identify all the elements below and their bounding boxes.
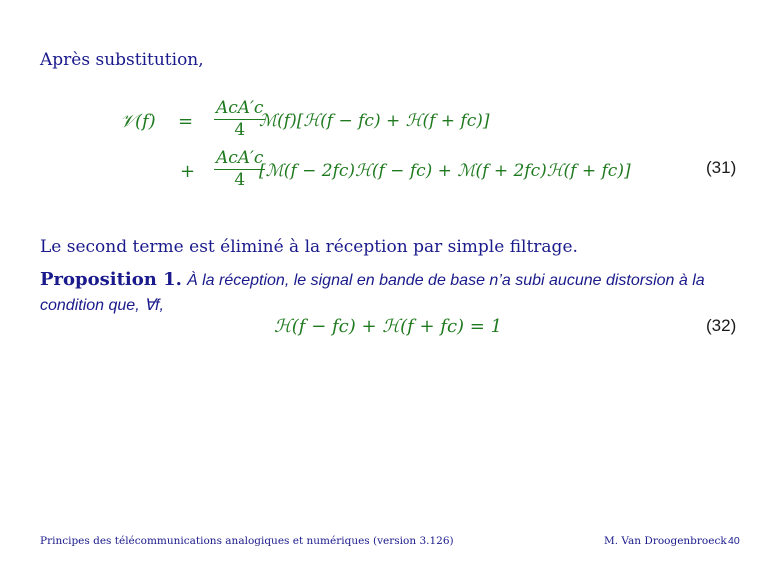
fraction-2 (214, 147, 265, 190)
proposition (40, 268, 740, 318)
equation-number-32: (32) (706, 316, 737, 335)
equation-32: ℋ(f − fc) + ℋ(f + fc) = 1 (274, 316, 503, 337)
footer-author: M. Van Droogenbroeck (604, 535, 727, 547)
proposition-heading: Proposition 1. (40, 269, 182, 290)
fraction-numerator: AcA′c (216, 98, 264, 118)
plus-sign: + (180, 161, 196, 182)
fraction-denominator: 4 (234, 170, 246, 190)
equation-number-31: (31) (706, 158, 737, 177)
proposition-text: À la réception, le signal en bande de base n’a subi aucune distorsion à la condition que, ∀f, (40, 272, 705, 314)
fraction-1 (214, 97, 265, 140)
page-number: 40 (728, 535, 740, 547)
fraction-numerator: AcA′c (216, 148, 264, 168)
footer-title: Principes des télécommunications analogiques et numériques (version 3.126) (40, 535, 454, 547)
intro-text: Après substitution, (40, 50, 204, 70)
equation-line-1: ℳ(f)[ℋ(f − fc) + ℋ(f + fc)] (259, 111, 490, 131)
equation-line-2: [ℳ(f − 2fc)ℋ(f − fc) + ℳ(f + 2fc)ℋ(f + fc)] (259, 161, 631, 181)
second-term-text: Le second terme est éliminé à la réception par simple filtrage. (40, 237, 578, 257)
equation-31 (0, 95, 778, 205)
equation-lhs: 𝒱(f) (120, 111, 156, 132)
equals-sign: = (178, 111, 194, 132)
fraction-denominator: 4 (234, 120, 246, 140)
